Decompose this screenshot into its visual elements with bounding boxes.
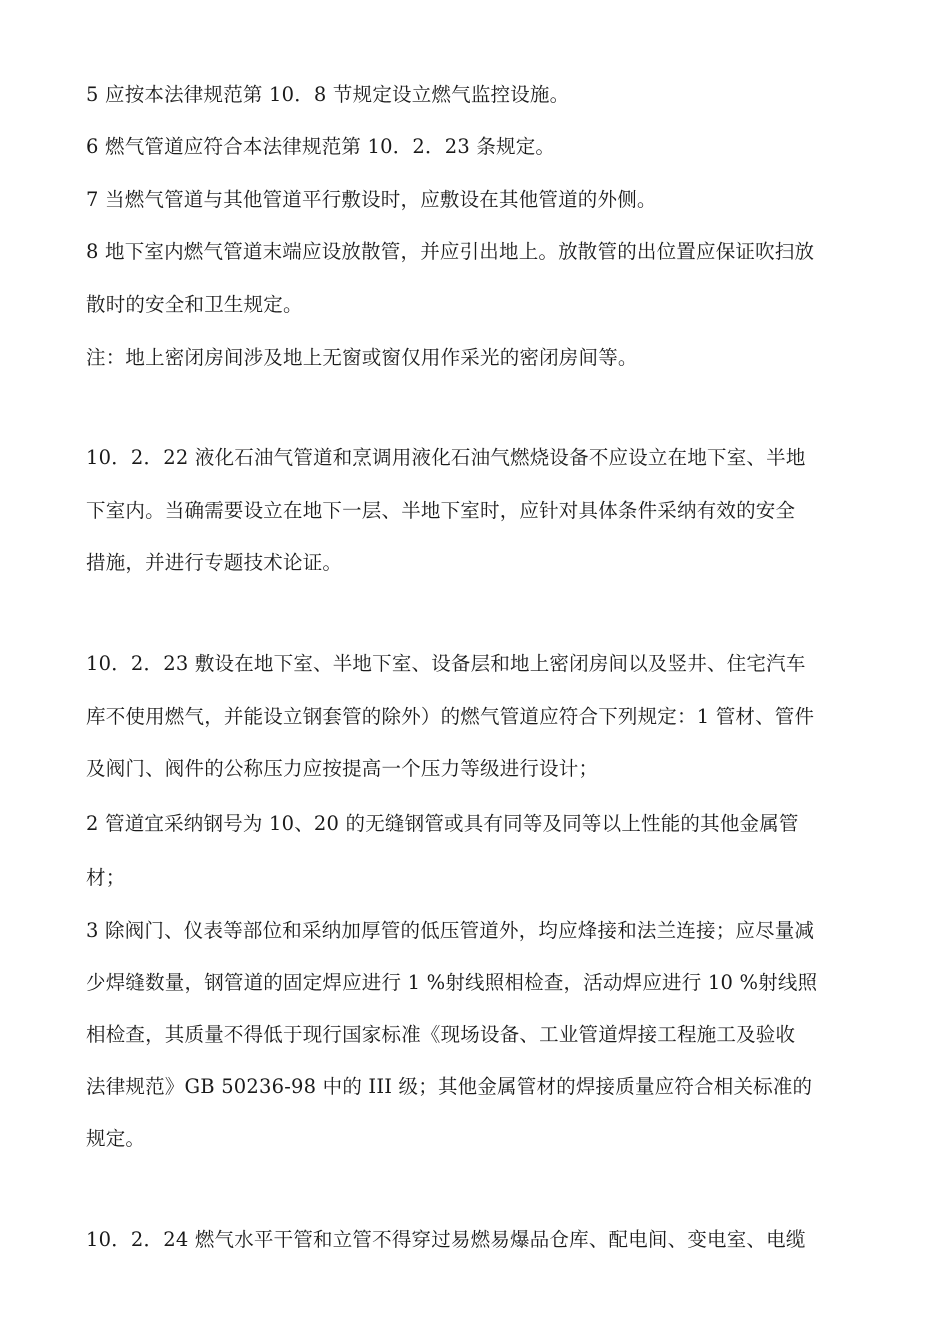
clause-heading-line: 10．2．24 燃气水平干管和立管不得穿过易燃易爆品仓库、配电间、变电室、电缆 xyxy=(86,1228,806,1251)
text-line: 5 应按本法律规范第 10．8 节规定设立燃气监控设施。 xyxy=(86,83,570,106)
text-line: 7 当燃气管道与其他管道平行敷设时，应敷设在其他管道的外侧。 xyxy=(86,188,657,211)
text-line: 规定。 xyxy=(86,1127,146,1150)
text-line: 相检查，其质量不得低于现行国家标准《现场设备、工业管道焊接工程施工及验收 xyxy=(86,1023,796,1046)
text-line: 6 燃气管道应符合本法律规范第 10．2．23 条规定。 xyxy=(86,135,556,158)
clause-heading-line: 10．2．23 敷设在地下室、半地下室、设备层和地上密闭房间以及竖井、住宅汽车 xyxy=(86,652,806,675)
text-line: 2 管道宜采纳钢号为 10、20 的无缝钢管或具有同等及同等以上性能的其他金属管 xyxy=(86,812,799,835)
text-line: 材； xyxy=(86,866,126,889)
clause-heading-line: 10．2．22 液化石油气管道和烹调用液化石油气燃烧设备不应设立在地下室、半地 xyxy=(86,446,806,469)
text-line: 散时的安全和卫生规定。 xyxy=(86,293,303,316)
text-line: 3 除阀门、仪表等部位和采纳加厚管的低压管道外，均应烽接和法兰连接；应尽量减 xyxy=(86,919,815,942)
text-line: 少焊缝数量，钢管道的固定焊应进行 1 %射线照相检查，活动焊应进行 10 %射线照 xyxy=(86,971,818,994)
text-line: 下室内。当确需要设立在地下一层、半地下室时，应针对具体条件采纳有效的安全 xyxy=(86,499,796,522)
text-line: 法律规范》GB 50236-98 中的 III 级；其他金属管材的焊接质量应符合相关标准的 xyxy=(86,1075,813,1098)
note-line: 注：地上密闭房间涉及地上无窗或窗仅用作采光的密闭房间等。 xyxy=(86,346,638,369)
text-line: 及阀门、阀件的公称压力应按提高一个压力等级进行设计； xyxy=(86,757,599,780)
text-line: 措施，并进行专题技术论证。 xyxy=(86,551,343,574)
text-line: 库不使用燃气，并能设立钢套管的除外）的燃气管道应符合下列规定：1 管材、管件 xyxy=(86,705,815,728)
text-line: 8 地下室内燃气管道末端应设放散管，并应引出地上。放散管的出位置应保证吹扫放 xyxy=(86,240,815,263)
